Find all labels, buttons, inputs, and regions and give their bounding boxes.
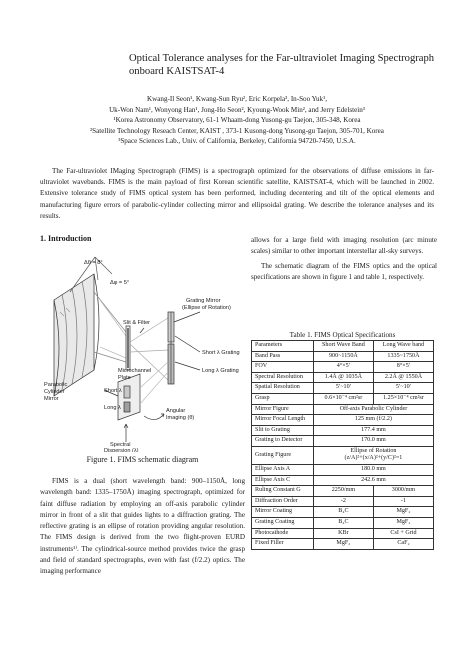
short-band-value: 0.6×10⁻⁴ cm²sr [313, 393, 373, 404]
short-band-value: 2250/mm [313, 486, 373, 497]
label-long-lambda: Long λ [104, 405, 121, 411]
row-label: FOV [252, 362, 314, 373]
intro-paragraph-2: allows for a large field with imaging resolution (arc minute scales) similar to other important interstellar all-sky surveys. [251, 236, 437, 256]
short-band-value: -2 [313, 496, 373, 507]
table-row [252, 475, 434, 486]
long-band-value: MgF₂ [373, 517, 433, 528]
table-row [252, 539, 434, 550]
row-label: Mirror Focal Length [252, 415, 314, 426]
grating-figure-line1: Ellipse of Rotation [350, 448, 397, 455]
label-slit-filter: Slit & Filter [123, 320, 151, 326]
table-row [252, 383, 434, 394]
row-label: Photocathode [252, 528, 314, 539]
fims-schematic-figure [40, 252, 245, 452]
long-band-value: 3000/mm [373, 486, 433, 497]
affiliation-3: ³Space Sciences Lab., Univ. of California, Berkeley, California 94720-7450, U.S.A. [118, 137, 356, 146]
shared-value: Off-axis Parabolic Cylinder [313, 404, 433, 415]
table-row [252, 404, 434, 415]
long-band-value: 1.25×10⁻⁴ cm²sr [373, 393, 433, 404]
table-row [252, 372, 434, 383]
label-spectral-1: Spectral [110, 442, 131, 448]
long-band-value: 2.2Å @ 1550Å [373, 372, 433, 383]
header-parameters: Parameters [252, 341, 314, 352]
shared-value: 242.6 mm [313, 475, 433, 486]
label-long-grating: Long λ Grating [202, 368, 239, 374]
header-long-band: Long Wave band [373, 341, 433, 352]
table-row [252, 446, 434, 464]
authors-block [40, 94, 434, 147]
label-ellipse-rotation: (Ellipse of Rotation) [182, 305, 231, 311]
table-row [252, 362, 434, 373]
short-band-value: B₄C [313, 507, 373, 518]
label-angular-1: Angular [166, 408, 186, 414]
long-band-value: -1 [373, 496, 433, 507]
abstract [40, 166, 434, 222]
row-label: Slit to Grating [252, 425, 314, 436]
table-row [252, 517, 434, 528]
row-label: Ruling Constant G [252, 486, 314, 497]
row-label: Band Pass [252, 351, 314, 362]
long-band-value: MgF₂ [373, 507, 433, 518]
paper-title: Optical Tolerance analyses for the Far-ultraviolet Imaging Spectrograph onboard KAISTSAT-4 [129, 53, 435, 77]
table-row [252, 436, 434, 447]
long-band-value: CsI + Grid [373, 528, 433, 539]
short-band-value: 5′~10′ [313, 383, 373, 394]
long-band-value: 1335~1750Å [373, 351, 433, 362]
intro-paragraph-3: The schematic diagram of the FIMS optics and the optical specifications are shown in figure 1 and table 1, respectively. [251, 261, 437, 281]
label-parabolic-1: Parabolic [44, 382, 68, 388]
label-parabolic-3: Mirror [44, 396, 59, 402]
table-row [252, 415, 434, 426]
figure-caption: Figure 1. FIMS schematic diagram [86, 455, 199, 464]
shared-value: 180.0 mm [313, 464, 433, 475]
table-body-grating [252, 446, 434, 464]
grating-figure-label: Grating Figure [252, 446, 314, 464]
row-label: Diffraction Order [252, 496, 314, 507]
shared-value: 170.0 mm [313, 436, 433, 447]
table-row [252, 486, 434, 497]
row-label: Spectral Resolution [252, 372, 314, 383]
grating-figure-line2: (z/A)²+(x/A)²+(y/C)²=1 [344, 455, 403, 462]
table-row [252, 425, 434, 436]
table-row [252, 464, 434, 475]
shared-value: 177.4 mm [313, 425, 433, 436]
table-caption: Table 1. FIMS Optical Specifications [289, 331, 396, 339]
row-label: Mirror Figure [252, 404, 314, 415]
affiliation-2: ²Satellite Technology Reseach Center, KAIST , 373-1 Kusong-dong Yusong-gu Taejon, 305-701, Korea [90, 126, 384, 135]
row-label: Ellipse Axis A [252, 464, 314, 475]
row-label: Grating Coating [252, 517, 314, 528]
header-short-band: Short Wave Band [313, 341, 373, 352]
short-band-value: 900~1150Å [313, 351, 373, 362]
table-row [252, 393, 434, 404]
table-body-merged-a [252, 404, 434, 446]
label-delta-theta: Δθ = 8° [84, 260, 103, 266]
table-body-merged-b [252, 464, 434, 485]
long-band-value: 8°×5′ [373, 362, 433, 373]
label-spectral-2: Dispersion (λ) [104, 448, 139, 452]
table-row [252, 496, 434, 507]
table-row [252, 507, 434, 518]
label-grating-mirror: Grating Mirror [186, 298, 221, 304]
grating-figure-value [313, 446, 433, 464]
table-body-coatings [252, 486, 434, 550]
table-row [252, 351, 434, 362]
short-band-value: B₄C [313, 517, 373, 528]
intro-left-column [40, 476, 245, 578]
shared-value: 125 mm (f/2.2) [313, 415, 433, 426]
short-band-value: 1.4Å @ 1035Å [313, 372, 373, 383]
label-delta-phi: Δφ = 5° [110, 280, 130, 286]
row-label: Spatial Resolution [252, 383, 314, 394]
short-band-value: MgF₂ [313, 539, 373, 550]
label-parabolic-2: Cylinder [44, 389, 65, 395]
intro-right-column [251, 235, 437, 286]
authors-line-1: Kwang-Il Seon¹, Kwang-Sun Ryu², Eric Korpela³, In-Soo Yuk¹, [147, 95, 327, 103]
affiliation-1: ¹Korea Astronomy Observatory, 61-1 Whaam-dong Yusong-gu Taejon, 305-348, Korea [113, 116, 361, 125]
label-short-lambda: Short λ [104, 388, 122, 394]
row-label: Grating to Detector [252, 436, 314, 447]
label-angular-2: Imaging (θ) [166, 415, 195, 421]
row-label: Ellipse Axis C [252, 475, 314, 486]
intro-paragraph-1: FIMS is a dual (short wavelength band: 900–1150Å, long wavelength band: 1335–1750Å) imaging spectrograph, optimized for faint diffuse radiation by employing an off-axis parabolic cylinder mirror in front of a slit that guides lights to a diffraction grating. The reflective grating is an ellipse of rotation providing angular resolution. The FIMS design is derived from the two flight-proven EURD instruments¹⁾. The cylindrical-source method provides twice the grasp and field of standard spectrographs, even with fast (f/2.2) optics. The imaging performance [40, 477, 245, 576]
long-band-value: 5′~10′ [373, 383, 433, 394]
table-row [252, 528, 434, 539]
label-microchannel-1: Microchannel [118, 368, 152, 374]
fims-spec-table [251, 340, 434, 550]
short-band-value: 4°×5′ [313, 362, 373, 373]
row-label: Grasp [252, 393, 314, 404]
row-label: Fixed Filler [252, 539, 314, 550]
long-band-value: CaF₂ [373, 539, 433, 550]
table-body-bands [252, 351, 434, 404]
label-short-grating: Short λ Grating [202, 350, 240, 356]
abstract-text: The Far-ultraviolet IMaging Spectrograph (FIMS) is a spectrograph optimized for the observations of diffuse emissions in far-ultraviolet wavebands. FIMS is the main payload of first Korean scientific satellite, KAISTSAT-4, which will be launched in 2002. Extensive tolerance study of FIMS optical system has been performed, including decentering and tilt of the optical elements and manufacturing figure errors of parabolic-cylinder collecting mirror and ellipsoidal grating. We describe the tolerance analyses and its results. [40, 167, 434, 220]
row-label: Mirror Coating [252, 507, 314, 518]
authors-line-2: Uk-Won Nam¹, Wonyong Han¹, Jong-Ho Seon², Kyoung-Wook Min², and Jerry Edelstein³ [109, 105, 365, 114]
label-microchannel-2: Plate [118, 375, 131, 381]
short-band-value: KBr [313, 528, 373, 539]
table-header-row [252, 341, 434, 352]
section-heading: 1. Introduction [40, 234, 92, 243]
